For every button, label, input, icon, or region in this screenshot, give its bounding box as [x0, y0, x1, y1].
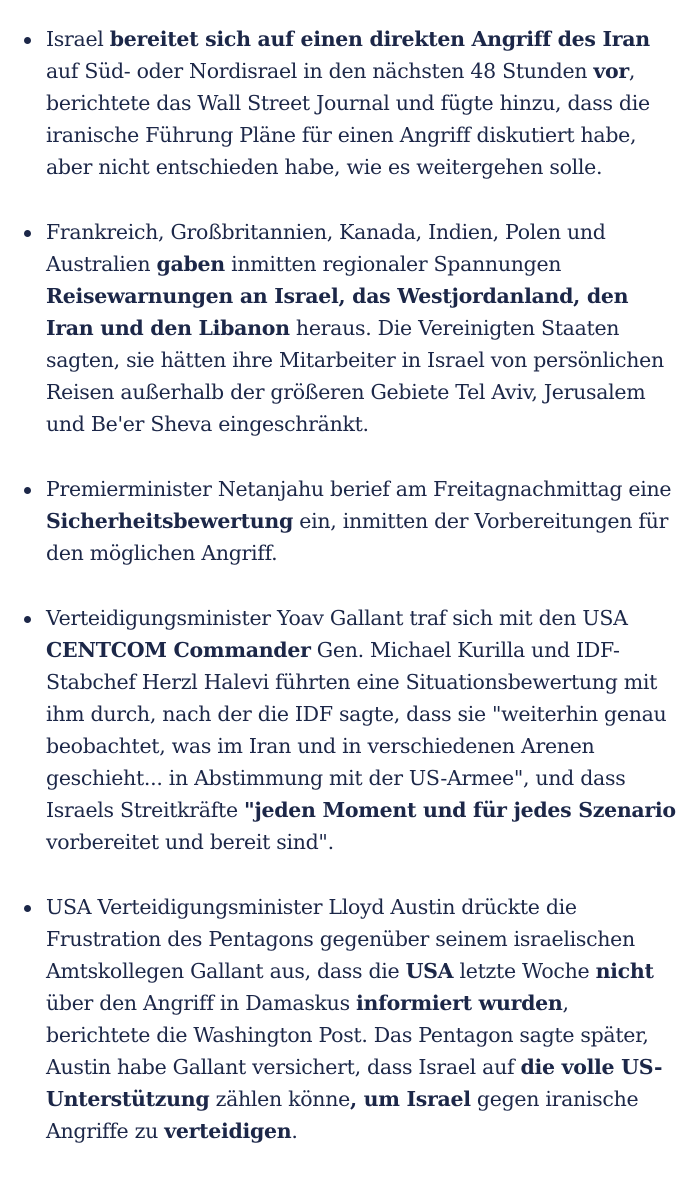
- bold-text-segment: verteidigen: [164, 1119, 292, 1143]
- text-segment: Gen. Michael Kurilla und IDF-Stabchef Herzl Halevi führten eine Situationsbewertung mit ihm durch, nach der die IDF sagte, dass sie "weiterhin genau beobachtet, was im Iran und in verschiedenen Arenen geschieht... in Abstimmung mit der US-Armee", und dass Israels Streitkräfte: [46, 638, 667, 822]
- bold-text-segment: , um Israel: [349, 1087, 471, 1111]
- text-segment: auf Süd- oder Nordisrael in den nächsten 48 Stunden: [46, 59, 594, 83]
- text-segment: über den Angriff in Damaskus: [46, 991, 357, 1015]
- text-segment: vorbereitet und bereit sind".: [46, 830, 334, 854]
- text-segment: zählen könne: [209, 1087, 350, 1111]
- bold-text-segment: gaben: [156, 252, 225, 276]
- bold-text-segment: nicht: [595, 959, 654, 983]
- bullet-dot-icon: [24, 37, 31, 44]
- text-segment: gegen iranische Angriffe zu: [46, 1087, 639, 1143]
- bold-text-segment: "jeden Moment und für jedes Szenario: [244, 798, 676, 822]
- bold-text-segment: Sicherheitsbewertung: [46, 509, 294, 533]
- bold-text-segment: Reisewarnungen an Israel, das Westjordanland, den Iran und den Libanon: [46, 284, 629, 340]
- bullet-item-security-assessment: [0, 473, 676, 569]
- bold-text-segment: bereitet sich auf einen direkten Angriff des Iran: [109, 27, 650, 51]
- text-segment: , berichtete die Washington Post. Das Pentagon sagte später, Austin habe Gallant versichert, dass Israel auf: [46, 991, 649, 1079]
- bullet-item-travel-warnings: [0, 216, 676, 440]
- text-segment: heraus. Die Vereinigten Staaten sagten, sie hätten ihre Mitarbeiter in Israel von persönlichen Reisen außerhalb der größeren Gebiete Tel Aviv, Jerusalem und Be'er Sheva eingeschränkt.: [46, 316, 664, 436]
- text-segment: .: [291, 1119, 298, 1143]
- bullet-dot-icon: [24, 616, 31, 623]
- text-segment: inmitten regionaler Spannungen: [224, 252, 562, 276]
- text-segment: USA Verteidigungsminister Lloyd Austin drückte die Frustration des Pentagons gegenüber seinem israelischen Amtskollegen Gallant aus, dass die: [46, 895, 635, 983]
- bold-text-segment: informiert wurden: [356, 991, 563, 1015]
- bold-text-segment: USA: [405, 959, 454, 983]
- bullet-item-austin-frustration: [0, 891, 676, 1147]
- text-segment: Israel: [46, 27, 110, 51]
- bullet-dot-icon: [24, 487, 31, 494]
- bold-text-segment: die volle US-Unterstützung: [46, 1055, 663, 1111]
- text-segment: , berichtete das Wall Street Journal und fügte hinzu, dass die iranische Führung Pläne für einen Angriff diskutiert habe, aber nicht entschieden habe, wie es weitergehen solle.: [46, 59, 650, 179]
- bullet-list: [0, 23, 676, 1147]
- bullet-dot-icon: [24, 905, 31, 912]
- text-segment: Frankreich, Großbritannien, Kanada, Indien, Polen und Australien: [46, 220, 606, 276]
- text-segment: Verteidigungsminister Yoav Gallant traf sich mit den USA: [46, 606, 628, 630]
- bullet-dot-icon: [24, 230, 31, 237]
- text-segment: Premierminister Netanjahu berief am Freitagnachmittag eine: [46, 477, 672, 501]
- bullet-item-wsj-attack-warning: [0, 23, 676, 183]
- bullet-item-gallant-centcom: [0, 602, 676, 858]
- bold-text-segment: vor: [593, 59, 629, 83]
- text-segment: letzte Woche: [453, 959, 596, 983]
- text-segment: ein, inmitten der Vorbereitungen für den möglichen Angriff.: [46, 509, 669, 565]
- bold-text-segment: CENTCOM Commander: [46, 638, 311, 662]
